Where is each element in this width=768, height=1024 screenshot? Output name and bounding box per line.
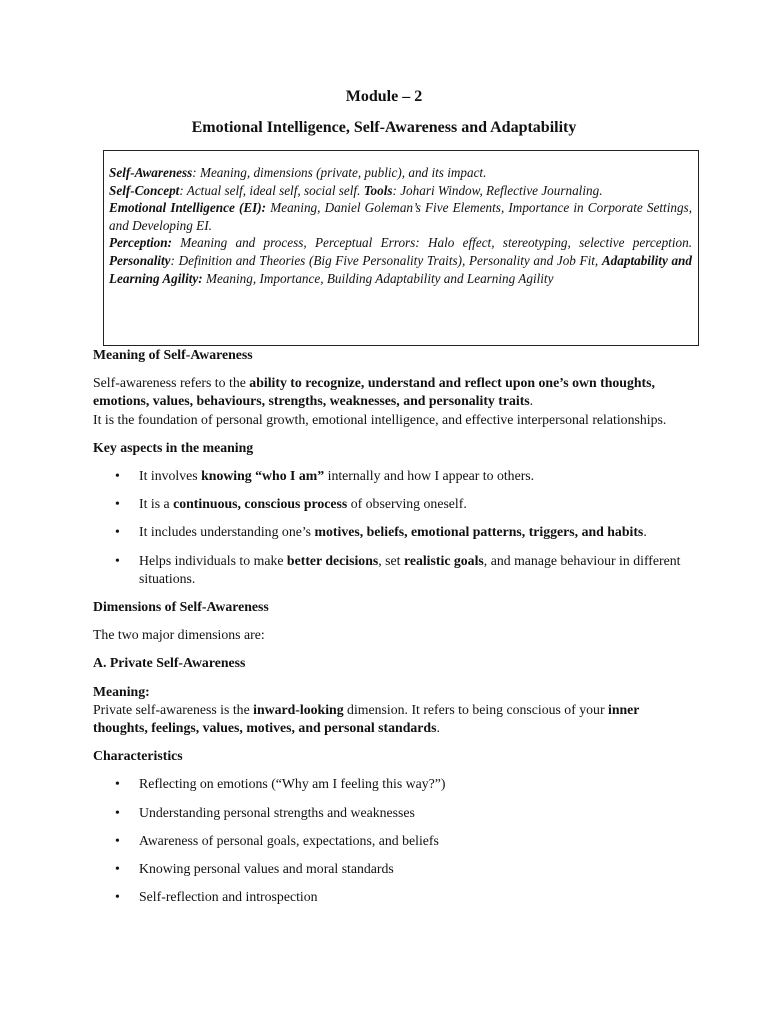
syllabus-term: Self-Awareness [109, 165, 193, 180]
bullet-icon: • [115, 804, 120, 820]
bullet-icon: • [115, 861, 120, 877]
bullet-icon: • [115, 776, 120, 792]
syllabus-box [103, 150, 699, 346]
list-item [93, 467, 683, 485]
text-run: Self-awareness refers to the [93, 375, 250, 391]
text-run: . [529, 393, 534, 409]
dimensions-intro: The two major dimensions are: [93, 627, 265, 643]
document-body [93, 346, 683, 906]
text-run: , and manage behaviour in different situations. [139, 552, 681, 586]
list-item [93, 804, 683, 822]
module-heading: Module – 2 [345, 88, 423, 105]
section-heading-meaning: Meaning of Self-Awareness [93, 347, 253, 362]
characteristics-list [93, 775, 683, 906]
meaning-label: Meaning: [93, 683, 150, 699]
syllabus-text: : Actual self, ideal self, social self. [179, 182, 364, 198]
bullet-icon: • [115, 889, 120, 905]
syllabus-text: Meaning, Importance, Building Adaptability and Learning Agility [202, 270, 554, 286]
syllabus-line-self-concept [109, 182, 692, 200]
list-item-text: Knowing personal values and moral standards [139, 861, 394, 877]
text-run: Helps individuals to make [139, 552, 287, 568]
list-item-text: Understanding personal strengths and weaknesses [139, 804, 415, 820]
text-run-bold: ability to recognize, understand and reflect upon one’s own thoughts, emotions, values, behaviours, strengths, weaknesses, and personality traits [93, 375, 655, 409]
text-run-bold: inward-looking [253, 701, 344, 717]
syllabus-term: Tools [363, 182, 393, 198]
list-item [93, 523, 683, 541]
text-run: internally and how I appear to others. [324, 468, 535, 484]
list-item [93, 552, 683, 588]
section-heading-key-aspects: Key aspects in the meaning [93, 439, 254, 455]
syllabus-line-perception [109, 234, 692, 287]
list-item-text: Self-reflection and introspection [139, 889, 318, 905]
text-run: of observing oneself. [347, 496, 467, 512]
subsection-heading-private: A. Private Self-Awareness [93, 655, 246, 671]
text-run: It involves [139, 468, 202, 484]
bullet-icon: • [115, 524, 120, 540]
text-run: . [436, 720, 440, 736]
list-item [93, 860, 683, 878]
text-run-bold: better decisions [286, 552, 379, 568]
syllabus-text: Meaning and process, Perceptual Errors: Halo effect, stereotyping, selective perception. [172, 235, 692, 251]
syllabus-text: : Johari Window, Reflective Journaling. [392, 182, 603, 198]
syllabus-term: Adaptability and Learning Agility: [109, 252, 692, 286]
list-item [93, 495, 683, 513]
syllabus-text: : Meaning, dimensions (private, public), and its impact. [192, 165, 487, 180]
section-heading-characteristics: Characteristics [93, 748, 183, 764]
syllabus-term: Personality [109, 252, 171, 268]
text-run-bold: motives, beliefs, emotional patterns, triggers, and habits [314, 524, 644, 540]
syllabus-text: : Definition and Theories (Big Five Personality Traits), Personality and Job Fit, [170, 252, 602, 268]
meaning-paragraph [93, 374, 683, 429]
syllabus-term: Perception: [109, 235, 172, 251]
text-run-bold: knowing “who I am” [201, 468, 325, 484]
text-run-bold: realistic goals [403, 552, 484, 568]
list-item [93, 775, 683, 793]
bullet-icon: • [115, 496, 120, 512]
list-item-text: Reflecting on emotions (“Why am I feeling this way?”) [139, 776, 446, 792]
text-run: dimension. It refers to being conscious of your [343, 701, 608, 717]
text-run: It is the foundation of personal growth, emotional intelligence, and effective interpersonal relationships. [93, 411, 667, 427]
bullet-icon: • [115, 468, 120, 484]
bullet-icon: • [115, 832, 120, 848]
text-run: . [643, 524, 647, 540]
syllabus-line-self-awareness [109, 164, 692, 182]
text-run-bold: inner thoughts, feelings, values, motives, and personal standards [93, 701, 640, 736]
bullet-icon: • [115, 552, 120, 568]
syllabus-text: Meaning, Daniel Goleman’s Five Elements, Importance in Corporate Settings, and Developing EI. [109, 200, 692, 233]
text-run-bold: continuous, conscious process [173, 496, 348, 512]
list-item [93, 888, 683, 906]
syllabus-line-ei [109, 199, 692, 234]
private-awareness-paragraph [93, 701, 683, 737]
list-item [93, 832, 683, 850]
section-heading-dimensions: Dimensions of Self-Awareness [93, 599, 269, 615]
syllabus-term: Self-Concept [109, 182, 180, 198]
module-title: Emotional Intelligence, Self-Awareness and Adaptability [191, 119, 577, 136]
syllabus-term: Emotional Intelligence (EI): [109, 200, 267, 216]
text-run: Private self-awareness is the [93, 701, 254, 717]
text-run: It is a [139, 496, 174, 512]
text-run: , set [378, 552, 404, 568]
key-aspects-list [93, 467, 683, 588]
list-item-text: Awareness of personal goals, expectations, and beliefs [139, 832, 439, 848]
text-run: It includes understanding one’s [139, 524, 315, 540]
